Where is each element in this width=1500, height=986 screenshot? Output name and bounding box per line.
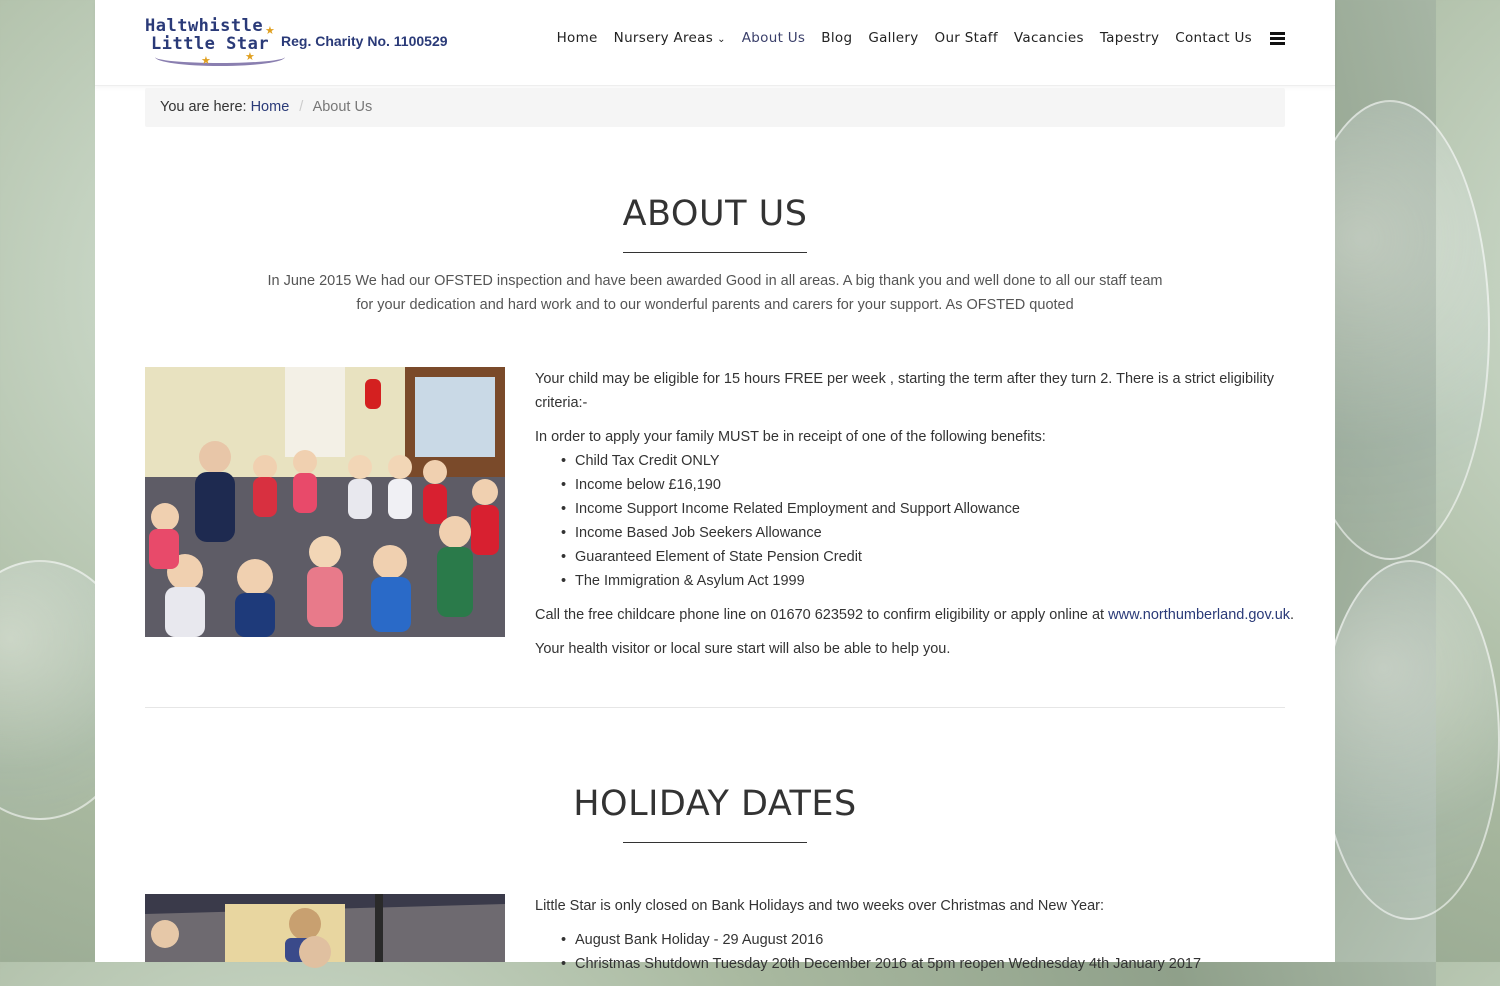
northumberland-link[interactable]: www.northumberland.gov.uk: [1108, 607, 1291, 623]
list-item: • Child Tax Credit ONLY: [561, 449, 1295, 473]
children-table-photo: [145, 894, 505, 962]
site-header: [95, 0, 1335, 86]
nav-contact-us[interactable]: Contact Us: [1175, 30, 1252, 46]
list-item: • Income Based Job Seekers Allowance: [561, 521, 1295, 545]
list-item: • August Bank Holiday - 29 August 2016: [561, 928, 1295, 952]
children-table-photo-image: [145, 894, 505, 962]
holiday-title-divider: [623, 842, 807, 843]
about-title: ABOUT US: [622, 194, 808, 234]
page-container: [95, 0, 1335, 972]
main-nav: [541, 30, 1285, 46]
about-content: [535, 367, 1295, 671]
breadcrumb-home-link[interactable]: Home: [250, 99, 290, 115]
charity-number: Reg. Charity No. 1100529: [281, 33, 448, 49]
children-circle-photo-image: [145, 367, 505, 637]
benefits-intro: In order to apply your family MUST be in receipt of one of the following benefits:: [535, 429, 1046, 445]
eligibility-paragraph: Your child may be eligible for 15 hours FREE per week , starting the term after they turn 2. There is a strict eligibility criteria:-: [535, 371, 1275, 411]
logo-line-2: Little Star: [151, 34, 270, 54]
about-title-divider: [623, 252, 807, 253]
health-visitor-paragraph: Your health visitor or local sure start will also be able to help you.: [535, 641, 951, 657]
list-item: • Christmas Shutdown Tuesday 20th December 2016 at 5pm reopen Wednesday 4th January 2017: [561, 952, 1295, 976]
children-circle-photo: [145, 367, 505, 637]
nav-our-staff[interactable]: Our Staff: [934, 30, 998, 46]
list-item: • The Immigration & Asylum Act 1999: [561, 569, 1295, 593]
phone-paragraph: [535, 603, 1295, 627]
holiday-title: HOLIDAY DATES: [573, 784, 857, 824]
star-icon: ★: [201, 55, 211, 67]
star-icon: ★: [245, 51, 255, 63]
list-item: • Income below £16,190: [561, 473, 1295, 497]
breadcrumb-prefix: You are here:: [160, 99, 247, 115]
nav-blog[interactable]: Blog: [821, 30, 853, 46]
star-icon: ★: [265, 25, 275, 37]
hamburger-icon[interactable]: [1270, 32, 1285, 45]
breadcrumb: [145, 88, 1285, 127]
benefits-list: [561, 449, 1295, 593]
nav-vacancies[interactable]: Vacancies: [1013, 30, 1084, 46]
breadcrumb-current: About Us: [312, 99, 373, 115]
phone-text: Call the free childcare phone line on 01670 623592 to confirm eligibility or apply online at: [535, 607, 1109, 623]
section-divider: [145, 707, 1285, 708]
nav-nursery-areas[interactable]: [614, 30, 726, 46]
list-item: • Guaranteed Element of State Pension Credit: [561, 545, 1295, 569]
phone-text-end: .: [1290, 607, 1295, 623]
holiday-list: [561, 928, 1295, 976]
list-item: • Income Support Income Related Employment and Support Allowance: [561, 497, 1295, 521]
logo-line-1: Haltwhistle: [145, 16, 264, 36]
holiday-intro: Little Star is only closed on Bank Holidays and two weeks over Christmas and New Year:: [535, 898, 1105, 914]
nav-tapestry[interactable]: Tapestry: [1099, 30, 1160, 46]
holiday-content: [535, 894, 1295, 986]
about-intro: In June 2015 We had our OFSTED inspection and have been awarded Good in all areas. A big thank you and well done to all our staff team for your dedication and hard work and to our wonderful parents and carers for your support. As OFSTED quoted: [267, 273, 1163, 313]
nav-home[interactable]: Home: [556, 30, 598, 46]
chevron-down-icon: ⌄: [717, 34, 726, 45]
background-bubble: [1320, 560, 1500, 920]
logo-swoosh-icon: [155, 48, 285, 66]
nav-gallery[interactable]: Gallery: [868, 30, 919, 46]
breadcrumb-separator: /: [299, 99, 304, 115]
site-logo[interactable]: [145, 14, 455, 70]
nav-about-us[interactable]: About Us: [741, 30, 806, 46]
nav-nursery-areas-label: Nursery Areas: [613, 30, 714, 46]
